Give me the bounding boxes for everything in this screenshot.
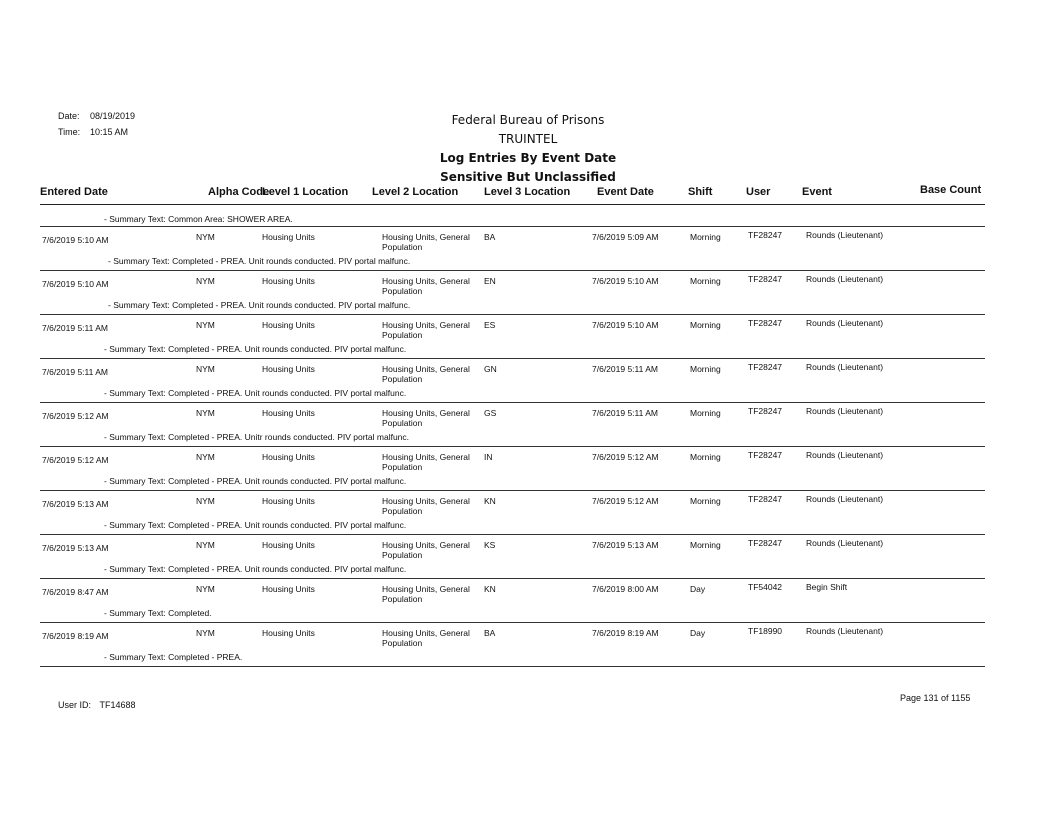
cell-level2-location: Housing Units, General Population: [382, 320, 470, 340]
cell-level3-location: BA: [484, 232, 496, 242]
cell-user: TF28247: [748, 450, 783, 460]
row-divider: [40, 490, 985, 491]
col-base-count: Base Count: [920, 184, 982, 196]
cell-level2-location: Housing Units, General Population: [382, 496, 470, 516]
summary-text: - Summary Text: Completed - PREA. Unit rounds conducted. PIV portal malfunc.: [104, 388, 407, 398]
row-divider: [40, 446, 985, 447]
cell-entered-date: 7/6/2019 5:12 AM: [42, 411, 109, 421]
col-event: Event: [802, 186, 832, 198]
cell-level3-location: KN: [484, 584, 496, 594]
cell-alpha-code: NYM: [196, 540, 215, 550]
cell-level2-location: Housing Units, General Population: [382, 364, 470, 384]
cell-level1-location: Housing Units: [262, 496, 315, 506]
summary-text: - Summary Text: Completed - PREA. Unit rounds conducted. PIV portal malfunc.: [104, 520, 407, 530]
summary-text: - Summary Text: Completed - PREA. Unit rounds conducted. PIV portal malfunc.: [104, 564, 407, 574]
cell-user: TF54042: [748, 582, 783, 592]
cell-event-date: 7/6/2019 8:19 AM: [592, 628, 659, 638]
cell-entered-date: 7/6/2019 8:19 AM: [42, 631, 109, 641]
cell-level2-location: Housing Units, General Population: [382, 628, 470, 648]
cell-alpha-code: NYM: [196, 628, 215, 638]
cell-shift: Day: [690, 584, 706, 594]
cell-event: Rounds (Lieutenant): [806, 230, 884, 240]
col-shift: Shift: [688, 186, 713, 198]
cell-shift: Morning: [690, 496, 721, 506]
cell-shift: Day: [690, 628, 706, 638]
date-value: 08/19/2019: [90, 111, 136, 121]
cell-event-date: 7/6/2019 5:11 AM: [592, 364, 659, 374]
cell-shift: Morning: [690, 276, 721, 286]
col-level2-location: Level 2 Location: [372, 186, 459, 198]
cell-level1-location: Housing Units: [262, 452, 315, 462]
cell-shift: Morning: [690, 320, 721, 330]
date-line: [58, 108, 135, 124]
cell-shift: Morning: [690, 364, 721, 374]
cell-entered-date: 7/6/2019 5:10 AM: [42, 235, 109, 245]
cell-level3-location: EN: [484, 276, 496, 286]
cell-entered-date: 7/6/2019 5:11 AM: [42, 367, 109, 377]
cell-user: TF28247: [748, 362, 783, 372]
cell-shift: Morning: [690, 232, 721, 242]
time-value: 10:15 AM: [90, 127, 129, 137]
cell-event: Rounds (Lieutenant): [806, 626, 884, 636]
cell-event-date: 7/6/2019 5:10 AM: [592, 276, 659, 286]
row-divider: [40, 270, 985, 271]
header-rule: [40, 204, 985, 205]
time-label: Time:: [58, 127, 81, 137]
cell-user: TF28247: [748, 318, 783, 328]
title-system: TRUINTEL: [498, 132, 558, 146]
row-divider: [40, 358, 985, 359]
summary-text: - Summary Text: Completed - PREA.: [104, 652, 243, 662]
col-event-date: Event Date: [597, 186, 654, 198]
page-number: Page 131 of 1155: [900, 693, 971, 703]
cell-level1-location: Housing Units: [262, 276, 315, 286]
cell-entered-date: 7/6/2019 5:12 AM: [42, 455, 109, 465]
user-id-label: User ID:: [58, 700, 92, 710]
col-alpha-code: Alpha Code: [208, 186, 270, 198]
cell-level1-location: Housing Units: [262, 628, 315, 638]
cell-event: Rounds (Lieutenant): [806, 406, 884, 416]
summary-text: - Summary Text: Completed - PREA. Unit rounds conducted. PIV portal malfunc.: [108, 256, 411, 266]
cell-level1-location: Housing Units: [262, 232, 315, 242]
cell-entered-date: 7/6/2019 5:13 AM: [42, 499, 109, 509]
col-level3-location: Level 3 Location: [484, 186, 571, 198]
cell-event: Rounds (Lieutenant): [806, 318, 884, 328]
cell-level2-location: Housing Units, General Population: [382, 584, 470, 604]
cell-user: TF28247: [748, 230, 783, 240]
cell-user: TF28247: [748, 406, 783, 416]
cell-event: Rounds (Lieutenant): [806, 494, 884, 504]
cell-alpha-code: NYM: [196, 496, 215, 506]
cell-alpha-code: NYM: [196, 364, 215, 374]
cell-event: Rounds (Lieutenant): [806, 274, 884, 284]
cell-level1-location: Housing Units: [262, 408, 315, 418]
row-divider: [40, 534, 985, 535]
cell-user: TF28247: [748, 494, 783, 504]
row-divider: [40, 622, 985, 623]
cell-level3-location: ES: [484, 320, 496, 330]
cell-alpha-code: NYM: [196, 452, 215, 462]
cell-level1-location: Housing Units: [262, 540, 315, 550]
cell-level1-location: Housing Units: [262, 584, 315, 594]
col-entered-date: Entered Date: [40, 186, 108, 198]
cell-entered-date: 7/6/2019 8:47 AM: [42, 587, 109, 597]
cell-level2-location: Housing Units, General Population: [382, 276, 470, 296]
cell-event-date: 7/6/2019 5:11 AM: [592, 408, 659, 418]
cell-entered-date: 7/6/2019 5:10 AM: [42, 279, 109, 289]
cell-entered-date: 7/6/2019 5:11 AM: [42, 323, 109, 333]
cell-level2-location: Housing Units, General Population: [382, 452, 470, 472]
cell-event: Begin Shift: [806, 582, 848, 592]
row-divider: [40, 226, 985, 227]
summary-text: - Summary Text: Completed - PREA. Unit rounds conducted. PIV portal malfunc.: [104, 476, 407, 486]
summary-text: - Summary Text: Common Area: SHOWER AREA.: [104, 214, 293, 224]
cell-user: TF18990: [748, 626, 783, 636]
footer-user: [58, 700, 136, 710]
cell-level3-location: KS: [484, 540, 496, 550]
cell-alpha-code: NYM: [196, 584, 215, 594]
cell-alpha-code: NYM: [196, 320, 215, 330]
report-meta: [58, 108, 135, 140]
cell-level3-location: GS: [484, 408, 497, 418]
cell-level2-location: Housing Units, General Population: [382, 408, 470, 428]
title-report-name: Log Entries By Event Date: [439, 151, 617, 165]
cell-event-date: 7/6/2019 5:09 AM: [592, 232, 659, 242]
cell-event-date: 7/6/2019 5:13 AM: [592, 540, 659, 550]
cell-alpha-code: NYM: [196, 408, 215, 418]
time-line: [58, 124, 135, 140]
cell-event-date: 7/6/2019 5:12 AM: [592, 496, 659, 506]
cell-level2-location: Housing Units, General Population: [382, 540, 470, 560]
cell-event: Rounds (Lieutenant): [806, 450, 884, 460]
cell-level2-location: Housing Units, General Population: [382, 232, 470, 252]
cell-alpha-code: NYM: [196, 276, 215, 286]
cell-event: Rounds (Lieutenant): [806, 538, 884, 548]
col-user: User: [746, 186, 771, 198]
cell-event-date: 7/6/2019 5:12 AM: [592, 452, 659, 462]
row-divider: [40, 578, 985, 579]
row-divider: [40, 666, 985, 667]
cell-level1-location: Housing Units: [262, 320, 315, 330]
cell-level3-location: IN: [484, 452, 493, 462]
cell-user: TF28247: [748, 274, 783, 284]
cell-alpha-code: NYM: [196, 232, 215, 242]
cell-entered-date: 7/6/2019 5:13 AM: [42, 543, 109, 553]
cell-user: TF28247: [748, 538, 783, 548]
date-label: Date:: [58, 111, 80, 121]
cell-level3-location: KN: [484, 496, 496, 506]
cell-level3-location: BA: [484, 628, 496, 638]
cell-event-date: 7/6/2019 5:10 AM: [592, 320, 659, 330]
summary-text: - Summary Text: Completed.: [104, 608, 212, 618]
title-classification: Sensitive But Unclassified: [440, 170, 616, 184]
summary-text: - Summary Text: Completed - PREA. Unit rounds conducted. PIV portal malfunc.: [104, 344, 407, 354]
summary-text: - Summary Text: Completed - PREA. Unitr rounds conducted. PIV portal malfunc.: [104, 432, 410, 442]
cell-shift: Morning: [690, 452, 721, 462]
col-level1-location: Level 1 Location: [262, 186, 349, 198]
cell-shift: Morning: [690, 408, 721, 418]
report-title: [380, 111, 676, 187]
summary-text: - Summary Text: Completed - PREA. Unit rounds conducted. PIV portal malfunc.: [108, 300, 411, 310]
cell-event: Rounds (Lieutenant): [806, 362, 884, 372]
cell-event-date: 7/6/2019 8:00 AM: [592, 584, 659, 594]
cell-level3-location: GN: [484, 364, 497, 374]
row-divider: [40, 314, 985, 315]
user-id-value: TF14688: [99, 700, 136, 710]
cell-shift: Morning: [690, 540, 721, 550]
row-divider: [40, 402, 985, 403]
cell-level1-location: Housing Units: [262, 364, 315, 374]
title-agency: Federal Bureau of Prisons: [451, 113, 605, 127]
